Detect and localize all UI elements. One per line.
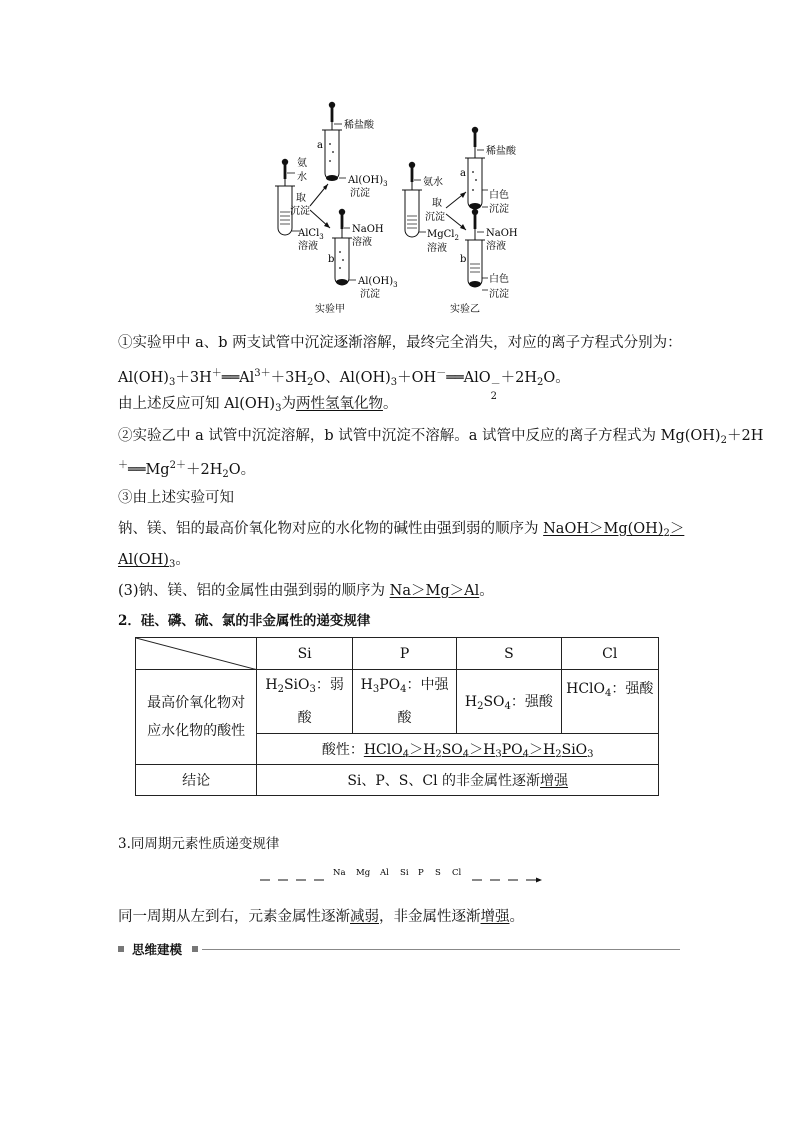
label-alcl3: AlCl$_3$ [298, 228, 324, 241]
label-ammonia-1: 氨 [297, 158, 307, 169]
row-label-line-1: 最高价氧化物对 [147, 695, 246, 711]
label-naoh-jia: NaOH [352, 224, 384, 235]
label-precipitate-a-yi: 沉淀 [489, 204, 509, 215]
section-3-title: 3.同周期元素性质递变规律 [118, 836, 280, 852]
experiment-yi [402, 127, 518, 315]
thinking-model-label: 思维建模 [132, 942, 183, 957]
table-header-p: P [352, 638, 456, 670]
diagonal-line [136, 638, 258, 670]
label-aloh3-a: $Al(OH)_3$ [348, 175, 388, 188]
para-line-conclusion-intro: ③由上述实验可知 [118, 490, 234, 506]
label-dilute-hcl-jia: 稀盐酸 [344, 120, 374, 131]
experiment-jia [275, 102, 398, 315]
table-cell-p-acid: $H_3PO_4$：中强 酸 [352, 670, 456, 734]
table-conclusion: Si、P、S、Cl 的非金属性逐渐增强 [257, 765, 659, 796]
period-elements [333, 868, 462, 878]
caption-experiment-jia: 实验甲 [315, 304, 345, 315]
para-line-basicity: 钠、镁、铝的最高价氧化物对应的水化物的碱性由强到弱的顺序为 $NaOH>Mg(OH)_2>$ [118, 521, 685, 539]
element-cl: Cl [452, 868, 462, 878]
label-aloh3-b: $Al(OH)_3$ [358, 276, 398, 289]
label-take-jia: 取 [296, 193, 306, 204]
element-na: Na [333, 868, 346, 878]
experiment-figure [270, 100, 530, 320]
table-corner-cell [136, 638, 257, 670]
para-line-1: ①实验甲中 a、b 两支试管中沉淀逐渐溶解，最终完全消失，对应的离子方程式分别为： [118, 335, 682, 351]
divider-line [202, 949, 680, 950]
label-solution-yi: 溶液 [427, 243, 447, 254]
para-line-metallicity: (3)钠、镁、铝的金属性由强到弱的顺序为 Na＞Mg＞Al。 [118, 583, 494, 599]
label-dilute-hcl-yi: 稀盐酸 [486, 146, 516, 157]
element-s: S [435, 868, 441, 878]
element-si: Si [400, 868, 409, 878]
table-cell-s-acid: $H_2SO_4$：强酸 [457, 670, 561, 734]
equation-line-yi: $^+══Mg^{2+}+2H_2O$。 [118, 460, 256, 480]
label-precipitate-take-jia: 沉淀 [290, 206, 310, 217]
label-white-b-yi: 白色 [489, 274, 509, 285]
element-p: P [418, 868, 424, 878]
nonmetal-table [135, 637, 659, 796]
element-mg: Mg [356, 868, 371, 878]
label-a-yi: a [460, 168, 466, 179]
label-ammonia-2: 水 [297, 172, 307, 183]
label-solution-jia: 溶液 [298, 241, 318, 252]
para-line-yi: ②实验乙中 a 试管中沉淀溶解，b 试管中沉淀不溶解。a 试管中反应的离子方程式为 $Mg(OH)_2+2H$ [118, 428, 764, 446]
label-white-a-yi: 白色 [489, 190, 509, 201]
table-header-si: Si [257, 638, 353, 670]
table-header-cl: Cl [561, 638, 658, 670]
label-naoh-solution-yi: 溶液 [486, 241, 506, 252]
label-b-jia: b [328, 254, 335, 265]
thinking-model-bar [118, 942, 680, 956]
table-header-s: S [457, 638, 561, 670]
section-2-title: 2．硅、磷、硫、氯的非金属性的递变规律 [118, 613, 371, 629]
label-ammonia-yi: 氨水 [423, 177, 443, 188]
arrow-head-icon [536, 878, 542, 883]
label-precipitate-take-yi: 沉淀 [425, 212, 445, 223]
label-b-yi: b [460, 254, 467, 265]
label-naoh-solution-jia: 溶液 [352, 237, 372, 248]
para-line-amphoteric: 由上述反应可知 $Al(OH)_3$为两性氢氧化物。 [118, 396, 398, 414]
square-bullet-icon [118, 946, 124, 952]
square-bullet-icon [192, 946, 198, 952]
period-arrow-diagram [258, 864, 548, 886]
label-a-jia: a [317, 140, 323, 151]
label-precipitate-b-yi: 沉淀 [489, 289, 509, 300]
label-precipitate-b-jia: 沉淀 [360, 289, 380, 300]
table-cell-si-acid: $H_2SiO_3$：弱 酸 [257, 670, 353, 734]
label-naoh-yi: NaOH [486, 228, 518, 239]
caption-experiment-yi: 实验乙 [450, 304, 480, 315]
label-mgcl2: MgCl$_2$ [427, 229, 459, 242]
table-row-label-acidity [136, 670, 257, 765]
element-al: Al [380, 868, 389, 878]
label-precipitate-a-jia: 沉淀 [350, 188, 370, 199]
equation-line-jia: $Al(OH)_3+3H^+══Al^{3+}+3H_2O$、$Al(OH)_3+OH^-══AlO$ － 2 $+2H_2O$。 [118, 368, 570, 402]
table-acidity-order: 酸性：$HClO_4>H_2SO_4>H_3PO_4>H_2SiO_3$ [257, 734, 659, 765]
table-conclusion-label: 结论 [136, 765, 257, 796]
para-line-basicity-end: $Al(OH)_3$。 [118, 552, 190, 570]
label-take-yi: 取 [432, 198, 442, 209]
table-cell-cl-acid: HClO$_4$：强酸 [561, 670, 658, 734]
period-summary: 同一周期从左到右，元素金属性逐渐减弱，非金属性逐渐增强。 [118, 909, 524, 925]
row-label-line-2: 应水化物的酸性 [147, 723, 246, 739]
